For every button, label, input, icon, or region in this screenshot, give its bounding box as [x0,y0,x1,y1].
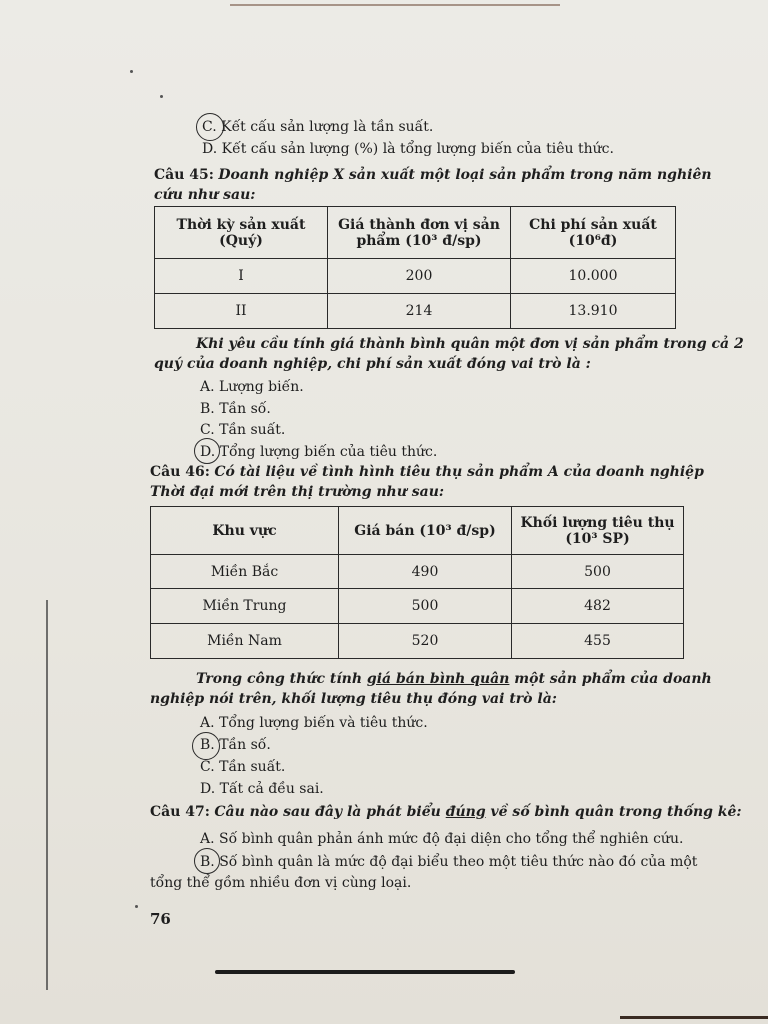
table-cell: 200 [328,259,511,294]
page-number: 76 [150,910,171,928]
table-cell: 500 [339,589,512,624]
scan-artifact-edge [620,1016,768,1019]
q46-title-cont: Thời đại mới trên thị trường như sau: [150,484,445,500]
table-row [151,555,684,589]
table-cell: Miền Nam [151,624,339,659]
table-cell: 13.910 [511,294,676,329]
table-cell: Miền Trung [151,589,339,624]
scan-artifact-line [230,4,560,6]
q46-title: Câu 46: Có tài liệu về tình hình tiêu thụ sản phẩm A của doanh nghiệp [150,464,704,480]
q47-option-b-cont: tổng thể gồm nhiều đơn vị cùng loại. [150,875,412,891]
table-row [155,259,676,294]
table-header: Giá thành đơn vị sản phẩm (10³ đ/sp) [328,207,511,259]
table-cell: 482 [512,589,684,624]
answer-circle [192,732,220,760]
q46-option-c: C. Tần suất. [200,759,286,775]
table-cell: Miền Bắc [151,555,339,589]
q45-option-a: A. Lượng biến. [200,379,304,395]
table-header: Khu vực [151,507,339,555]
q45-title-cont: cứu như sau: [154,187,256,203]
table-cell: 490 [339,555,512,589]
table-row [155,294,676,329]
answer-circle [194,848,220,874]
scan-artifact-bar [215,970,515,974]
q46-prompt-cont: nghiệp nói trên, khối lượng tiêu thụ đóng vai trò là: [150,691,557,707]
q44-option-d: D. Kết cấu sản lượng (%) là tổng lượng biến của tiêu thức. [202,141,614,157]
q45-option-c: C. Tần suất. [200,422,286,438]
q46-option-d: D. Tất cả đều sai. [200,781,324,797]
margin-mark [46,600,48,990]
q47-title: Câu 47: Câu nào sau đây là phát biểu đúng về số bình quân trong thống kê: [150,804,742,820]
table-cell: 500 [512,555,684,589]
answer-circle [194,438,220,464]
table-row [151,624,684,659]
q45-prompt-cont: quý của doanh nghiệp, chi phí sản xuất đóng vai trò là : [154,356,591,372]
table-row [151,589,684,624]
q47-option-a: A. Số bình quân phản ánh mức độ đại diện cho tổng thể nghiên cứu. [200,831,684,847]
answer-circle [196,113,224,141]
table-header: Khối lượng tiêu thụ (10³ SP) [512,507,684,555]
table-cell: 214 [328,294,511,329]
table-cell: I [155,259,328,294]
q44-option-c: C. Kết cấu sản lượng là tần suất. [202,119,434,135]
table-cell: II [155,294,328,329]
q46-prompt: Trong công thức tính giá bán bình quân một sản phẩm của doanh [196,671,712,687]
table-header: Giá bán (10³ đ/sp) [339,507,512,555]
q47-option-b: B. Số bình quân là mức độ đại biểu theo một tiêu thức nào đó của một [200,854,698,870]
q46-option-a: A. Tổng lượng biến và tiêu thức. [200,715,428,731]
table-header: Chi phí sản xuất (10⁶đ) [511,207,676,259]
table-cell: 10.000 [511,259,676,294]
q45-option-d: D. Tổng lượng biến của tiêu thức. [200,444,438,460]
scan-speck [130,70,133,73]
q45-table [154,206,676,329]
scan-speck [160,95,163,98]
q46-option-b: B. Tần số. [200,737,271,753]
q46-table [150,506,684,659]
table-cell: 455 [512,624,684,659]
q45-prompt: Khi yêu cầu tính giá thành bình quân một đơn vị sản phẩm trong cả 2 [196,336,744,352]
table-header: Thời kỳ sản xuất (Quý) [155,207,328,259]
q45-title: Câu 45: Doanh nghiệp X sản xuất một loại sản phẩm trong năm nghiên [154,167,712,183]
table-cell: 520 [339,624,512,659]
scan-speck [135,905,138,908]
q45-option-b: B. Tần số. [200,401,271,417]
